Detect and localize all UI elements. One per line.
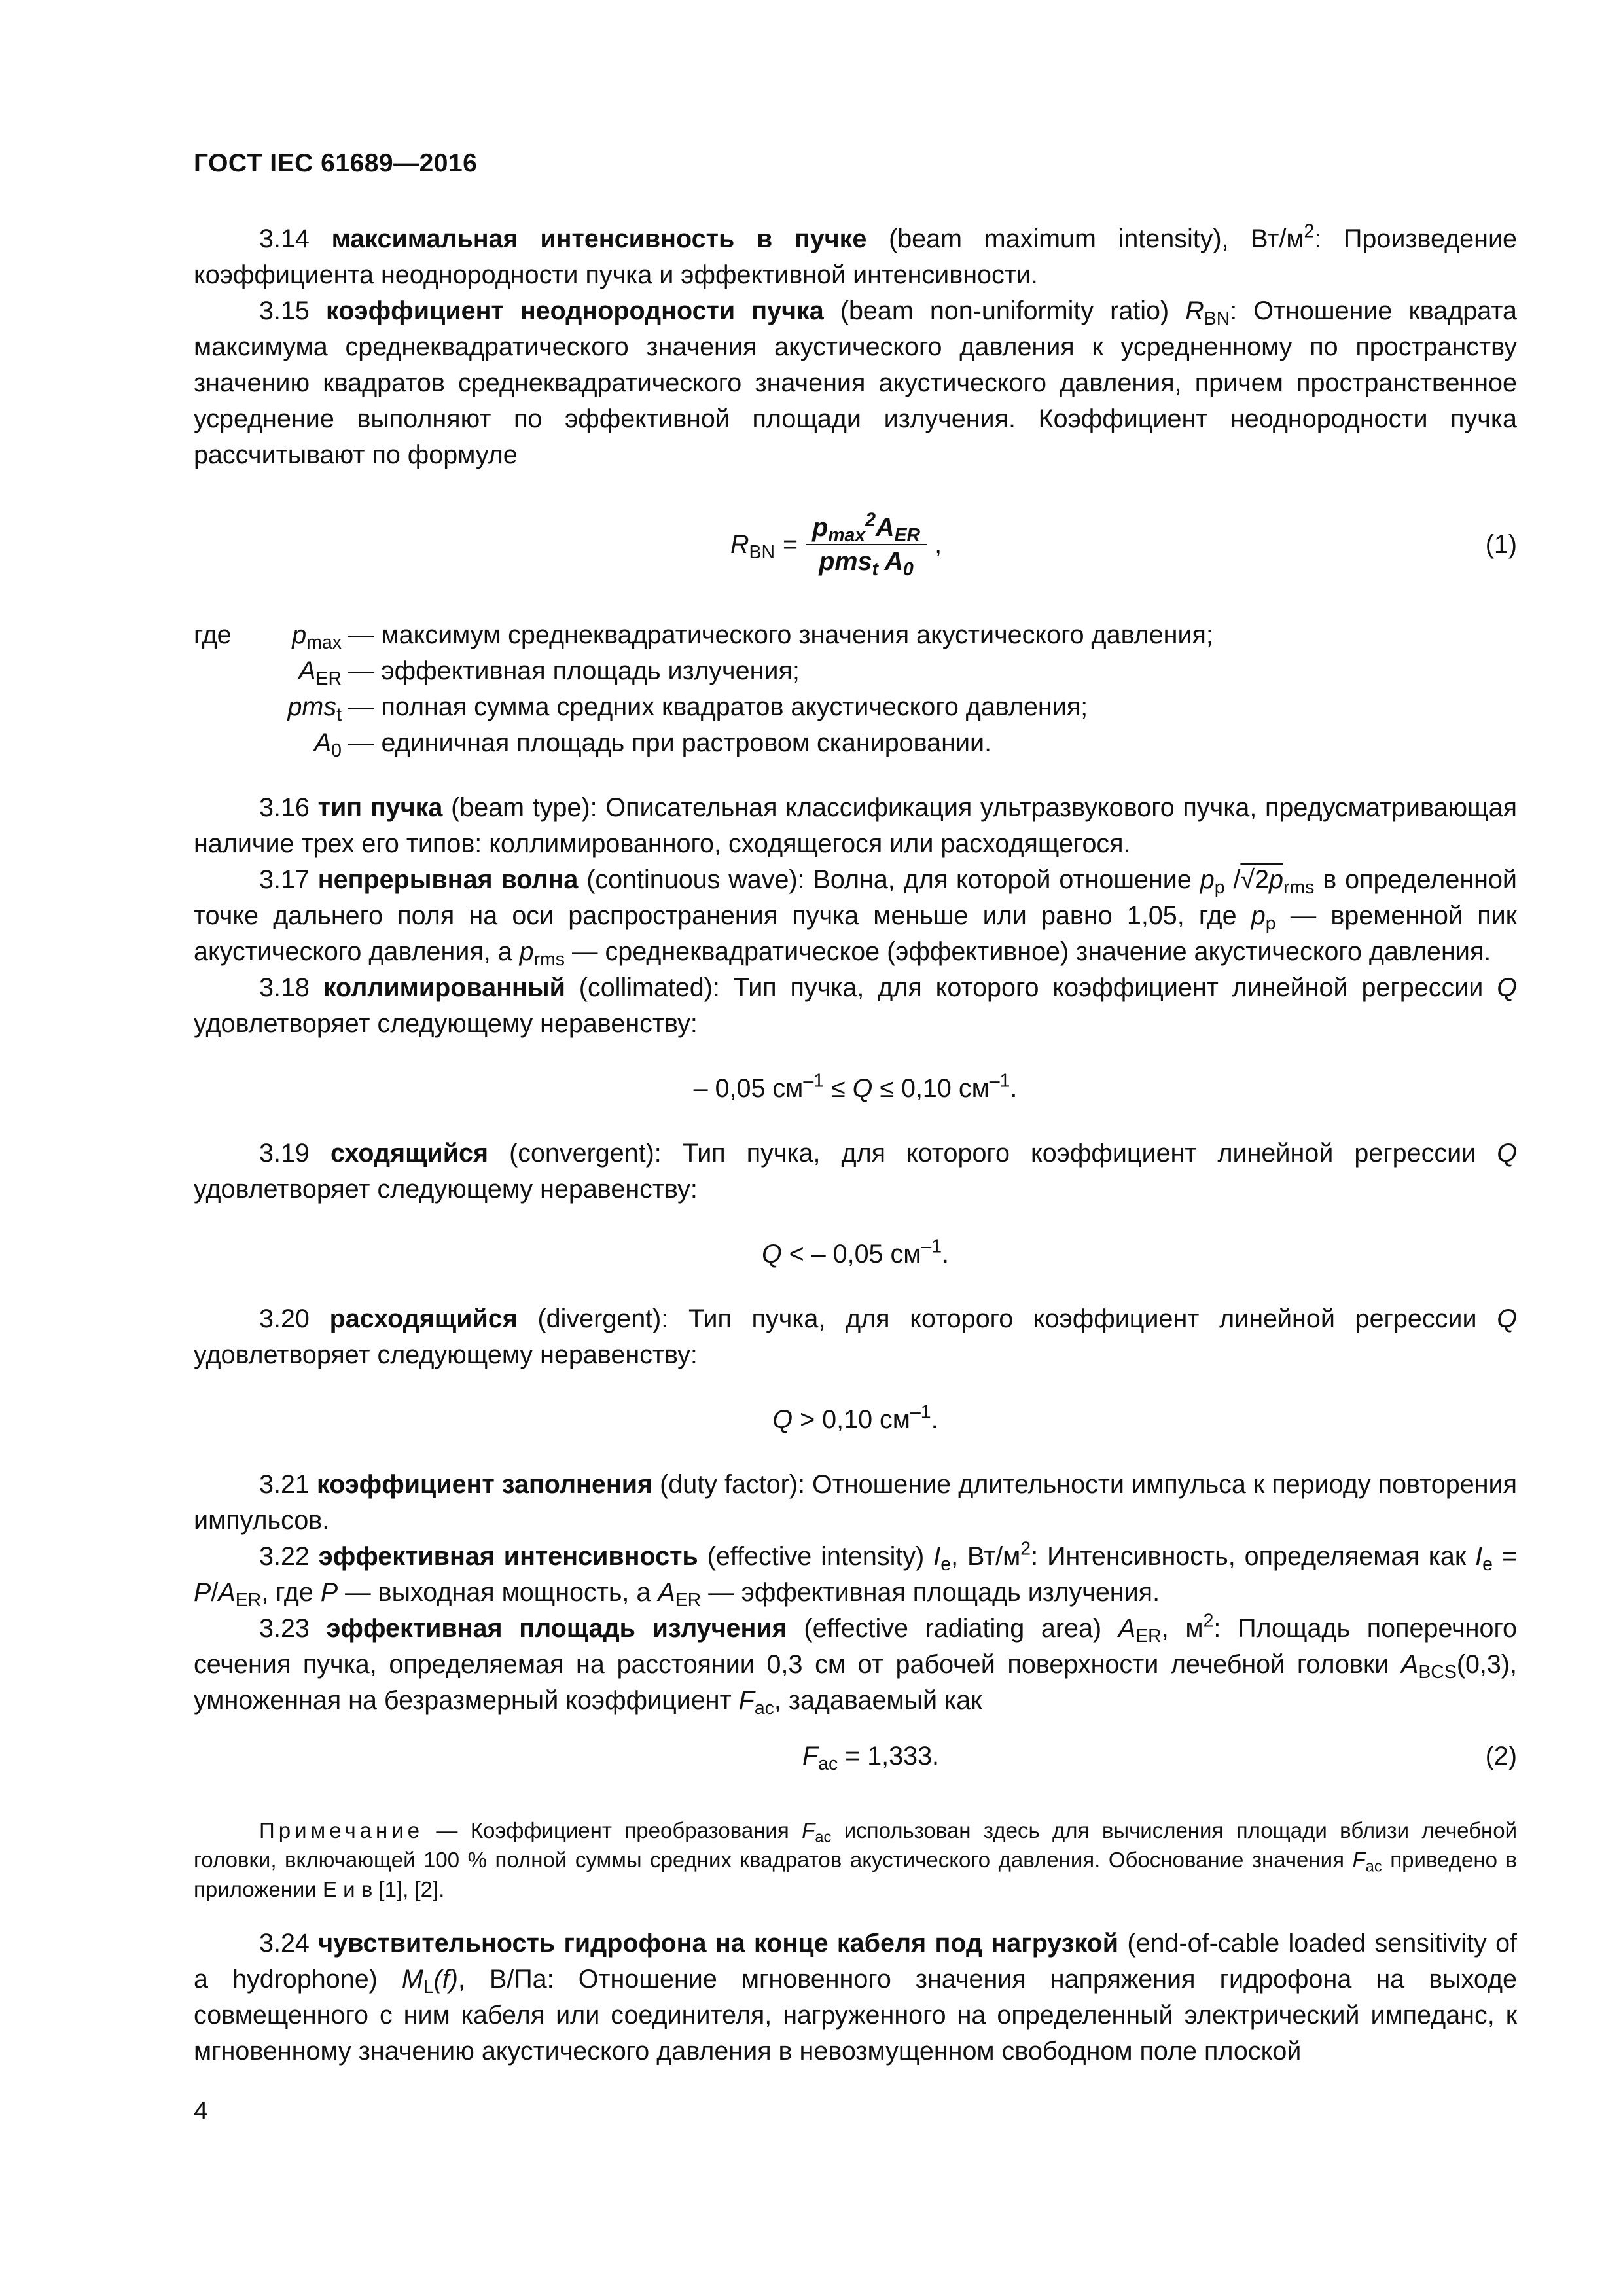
formula-1 bbox=[194, 499, 1517, 598]
symbol: P bbox=[194, 1578, 211, 1607]
standard-header: ГОСТ IEC 61689—2016 bbox=[194, 149, 478, 177]
superscript: –1 bbox=[910, 1401, 931, 1423]
definition: : Произведение коэффициента неоднородности пучка и эффективной интенсивности. bbox=[194, 224, 1517, 289]
legend-item bbox=[194, 725, 1517, 761]
definition-part: удовлетворяет следующему неравенству: bbox=[194, 1175, 698, 1204]
definition-part: , задаваемый как bbox=[774, 1686, 982, 1715]
den-pms: pms bbox=[819, 547, 872, 576]
term: расходящийся bbox=[329, 1304, 518, 1333]
definition-part: — среднеквадратическое (эффективное) значение акустического давления. bbox=[572, 937, 1491, 966]
symbol: F bbox=[738, 1686, 755, 1715]
formula-2 bbox=[194, 1732, 1517, 1784]
ineq-part: > 0,10 см bbox=[793, 1405, 910, 1434]
definition-part: , где bbox=[261, 1578, 313, 1607]
legend-symbol: A bbox=[313, 728, 332, 757]
symbol: P bbox=[320, 1578, 338, 1607]
definition-part: — временной пик акустического давления, а bbox=[194, 901, 1517, 966]
subscript: ER bbox=[1135, 1625, 1162, 1647]
equals-sign: = bbox=[783, 529, 798, 559]
definition-part: удовлетворяет следующему неравенству: bbox=[194, 1340, 698, 1369]
ineq-end: . bbox=[1010, 1074, 1018, 1103]
note-text: — Коэффициент преобразования bbox=[423, 1818, 789, 1842]
note-text: использован здесь для вычисления площади вблизи лечебной головки, включающей 100 % полной суммы средних квадратов акустического давления. Обоснование значения bbox=[194, 1818, 1517, 1872]
clause-number: 3.14 bbox=[259, 224, 310, 253]
legend-symbol: pms bbox=[287, 692, 337, 721]
definition-part: в определенной точке дальнего поля на оси распространения пучка меньше или равно 1,05, где bbox=[194, 865, 1517, 930]
definition-part: (0,3), умноженная на безразмерный коэффициент bbox=[194, 1650, 1518, 1715]
clause-number: 3.23 bbox=[259, 1614, 310, 1643]
clause-number: 3.24 bbox=[259, 1929, 310, 1958]
symbol: F bbox=[802, 1818, 815, 1842]
clause-3-19 bbox=[194, 1136, 1517, 1208]
formula-rhs: = 1,333. bbox=[838, 1742, 940, 1770]
legend-item bbox=[194, 617, 1517, 653]
definition: (beam type): Описательная классификация ультразвукового пучка, предусматривающая наличие трех его типов: коллимированного, сходящегося или расходящегося. bbox=[194, 793, 1517, 858]
clause-number: 3.18 bbox=[259, 973, 310, 1002]
legend-subscript: 0 bbox=[331, 740, 342, 761]
legend-where: где bbox=[194, 620, 232, 649]
legend-item bbox=[194, 689, 1517, 725]
definition-part: (continuous wave): Волна, для которой отношение bbox=[586, 865, 1192, 894]
clause-number: 3.22 bbox=[259, 1542, 310, 1571]
ineq-end: . bbox=[931, 1405, 938, 1434]
definition-part: удовлетворяет следующему неравенству: bbox=[194, 1009, 698, 1038]
definition-part: (end-of-cable loaded sensitivity of a hydrophone) bbox=[194, 1929, 1518, 1994]
subscript: ER bbox=[675, 1589, 702, 1611]
sqrt-symbol: √2 bbox=[1240, 865, 1270, 894]
legend-subscript: ER bbox=[315, 668, 342, 689]
symbol: I bbox=[1475, 1542, 1483, 1571]
clause-3-23 bbox=[194, 1611, 1517, 1719]
subscript: e bbox=[940, 1553, 952, 1575]
symbol-legend bbox=[194, 617, 1517, 761]
symbol: Q bbox=[761, 1240, 782, 1268]
definition-part: : Площадь поперечного сечения пучка, определяемая на расстоянии 0,3 см от рабочей поверхности лечебной головки bbox=[194, 1614, 1517, 1679]
symbol: Q bbox=[852, 1074, 873, 1103]
lhs-subscript: BN bbox=[749, 541, 776, 563]
note bbox=[194, 1816, 1517, 1904]
subscript: ac bbox=[818, 1753, 838, 1774]
inequality-3-18 bbox=[194, 1071, 1517, 1107]
clause-3-24 bbox=[194, 1926, 1517, 2070]
definition-part: — выходная мощность, а bbox=[345, 1578, 651, 1607]
formula-2-expression bbox=[802, 1738, 939, 1774]
symbol: M bbox=[401, 1965, 423, 1994]
definition-part: — эффективная площадь излучения. bbox=[708, 1578, 1160, 1607]
symbol-argument: (f) bbox=[433, 1965, 458, 1994]
fraction bbox=[806, 511, 927, 578]
term: тип пучка bbox=[317, 793, 443, 822]
definition-part: (effective intensity) bbox=[707, 1542, 925, 1571]
num-sup: 2 bbox=[865, 509, 876, 531]
term: максимальная интенсивность в пучке bbox=[331, 224, 867, 253]
symbol: Q bbox=[1497, 1304, 1517, 1333]
superscript: 2 bbox=[1020, 1538, 1031, 1560]
superscript: 2 bbox=[1203, 1610, 1214, 1632]
legend-item bbox=[194, 653, 1517, 689]
definition-part: (convergent): Тип пучка, для которого коэффициент линейной регрессии bbox=[509, 1139, 1476, 1168]
inequality-3-20 bbox=[194, 1402, 1517, 1438]
formula-lhs bbox=[730, 527, 775, 563]
legend-subscript: t bbox=[336, 704, 342, 725]
clause-number: 3.19 bbox=[259, 1139, 310, 1168]
definition: : Отношение квадрата максимума среднеквадратического значения акустического давления к усредненному по пространству значению квадратов среднеквадратического значения акустического давления, причем пространственное усреднение выполняют по эффективной площади излучения. Коэффициент неоднородности пучка рассчитывают по формуле bbox=[194, 296, 1517, 469]
clause-3-17 bbox=[194, 862, 1517, 970]
definition: (duty factor): Отношение длительности импульса к периоду повторения импульсов. bbox=[194, 1470, 1517, 1535]
num-p: p bbox=[812, 513, 829, 542]
note-label: Примечание bbox=[259, 1818, 424, 1842]
subscript: L bbox=[423, 1976, 434, 1998]
clause-number: 3.21 bbox=[259, 1470, 310, 1499]
clause-number: 3.15 bbox=[259, 296, 310, 325]
subscript: ac bbox=[815, 1828, 832, 1846]
equation-number: (1) bbox=[1485, 530, 1517, 559]
term: коэффициент неоднородности пучка bbox=[325, 296, 824, 325]
symbol: $\overline{p}$ bbox=[1269, 865, 1284, 894]
term-en: (beam maximum intensity), Вт/м bbox=[889, 224, 1304, 253]
term: непрерывная волна bbox=[317, 865, 579, 894]
den-pms-sub: t bbox=[872, 558, 878, 580]
term: эффективная интенсивность bbox=[318, 1542, 698, 1571]
clause-3-21 bbox=[194, 1467, 1517, 1539]
symbol: F bbox=[802, 1742, 819, 1770]
numerator bbox=[806, 511, 927, 545]
clause-3-15 bbox=[194, 293, 1517, 473]
definition-part: / bbox=[211, 1578, 219, 1607]
ineq-part: – 0,05 см bbox=[693, 1074, 804, 1103]
subscript: BN bbox=[1204, 308, 1230, 329]
clause-number: 3.16 bbox=[259, 793, 310, 822]
symbol: Q bbox=[772, 1405, 793, 1434]
superscript: –1 bbox=[803, 1070, 824, 1092]
legend-symbol: p bbox=[292, 620, 307, 649]
clause-3-16 bbox=[194, 790, 1517, 862]
ineq-part: ≤ bbox=[823, 1074, 853, 1103]
den-a: A bbox=[884, 547, 904, 576]
ineq-part: < – 0,05 см bbox=[781, 1240, 921, 1268]
den-a-sub: 0 bbox=[903, 558, 914, 580]
clause-3-14 bbox=[194, 221, 1517, 293]
subscript: rms bbox=[1283, 876, 1315, 898]
denominator bbox=[819, 545, 914, 578]
superscript: –1 bbox=[921, 1236, 942, 1257]
superscript: 2 bbox=[1304, 221, 1315, 242]
lhs-symbol: R bbox=[730, 529, 749, 559]
legend-description: — единичная площадь при растровом сканировании. bbox=[348, 728, 992, 757]
clause-3-22 bbox=[194, 1539, 1517, 1611]
subscript: ER bbox=[235, 1589, 262, 1611]
term: сходящийся bbox=[330, 1139, 489, 1168]
subscript: p bbox=[1265, 912, 1276, 934]
ineq-part: ≤ 0,10 см bbox=[872, 1074, 990, 1103]
legend-subscript: max bbox=[306, 632, 342, 653]
equation-number: (2) bbox=[1485, 1742, 1517, 1770]
subscript: e bbox=[1482, 1553, 1493, 1575]
definition-part: = bbox=[1492, 1542, 1517, 1571]
symbol: Q bbox=[1497, 1139, 1518, 1168]
num-a: A bbox=[876, 513, 895, 542]
definition-part: (collimated): Тип пучка, для которого коэффициент линейной регрессии bbox=[579, 973, 1484, 1002]
term: коллимированный bbox=[323, 973, 565, 1002]
symbol: R bbox=[1185, 296, 1204, 325]
subscript: p bbox=[1214, 876, 1225, 898]
num-p-sub: max bbox=[828, 524, 866, 546]
formula-1-expression bbox=[730, 511, 942, 578]
subscript: ac bbox=[754, 1697, 774, 1719]
clause-3-20 bbox=[194, 1301, 1517, 1373]
num-a-sub: ER bbox=[894, 524, 921, 546]
inequality-3-19 bbox=[194, 1236, 1517, 1272]
subscript: ac bbox=[1365, 1857, 1382, 1876]
definition-part: (divergent): Тип пучка, для которого коэффициент линейной регрессии bbox=[537, 1304, 1477, 1333]
subscript: BCS bbox=[1418, 1661, 1457, 1683]
document-body bbox=[194, 221, 1517, 2070]
slash: / bbox=[1233, 865, 1241, 894]
symbol: F bbox=[1352, 1848, 1366, 1872]
symbol: p bbox=[1200, 865, 1215, 894]
symbol: A bbox=[218, 1578, 236, 1607]
term: чувствительность гидрофона на конце кабеля под нагрузкой bbox=[318, 1929, 1119, 1958]
symbol: A bbox=[1400, 1650, 1419, 1679]
symbol: A bbox=[1118, 1614, 1136, 1643]
definition-part: (effective radiating area) bbox=[804, 1614, 1102, 1643]
symbol: A bbox=[658, 1578, 675, 1607]
legend-symbol: A bbox=[298, 656, 316, 685]
symbol: Q bbox=[1497, 973, 1518, 1002]
definition-part: , м bbox=[1161, 1614, 1204, 1643]
clause-number: 3.17 bbox=[259, 865, 310, 894]
clause-number: 3.20 bbox=[259, 1304, 310, 1333]
definition-part: , В/Па: Отношение мгновенного значения напряжения гидрофона на выходе совмещенного с ним кабеля или соединителя, нагруженного на определенный электрический импеданс, к мгновенному значению акустического давления в невозмущенном свободном поле плоской bbox=[194, 1965, 1517, 2066]
symbol: p bbox=[519, 937, 534, 966]
ineq-end: . bbox=[942, 1240, 950, 1268]
term-en: (beam non-uniformity ratio) bbox=[840, 296, 1169, 325]
superscript: –1 bbox=[989, 1070, 1010, 1092]
term: коэффициент заполнения bbox=[316, 1470, 653, 1499]
clause-3-18 bbox=[194, 970, 1517, 1042]
subscript: rms bbox=[533, 948, 565, 970]
definition-part: , Вт/м bbox=[951, 1542, 1021, 1571]
symbol: p bbox=[1251, 901, 1266, 930]
symbol: I bbox=[933, 1542, 941, 1571]
note-text: приведено в приложении Е и в [1], [2]. bbox=[194, 1848, 1517, 1901]
legend-description: — максимум среднеквадратического значения акустического давления; bbox=[348, 620, 1213, 649]
definition-part: : Интенсивность, определяемая как bbox=[1031, 1542, 1467, 1571]
page-number: 4 bbox=[194, 2097, 208, 2125]
legend-description: — полная сумма средних квадратов акустического давления; bbox=[348, 692, 1088, 721]
legend-description: — эффективная площадь излучения; bbox=[348, 656, 800, 685]
term: эффективная площадь излучения bbox=[326, 1614, 787, 1643]
formula-comma: , bbox=[935, 529, 942, 559]
